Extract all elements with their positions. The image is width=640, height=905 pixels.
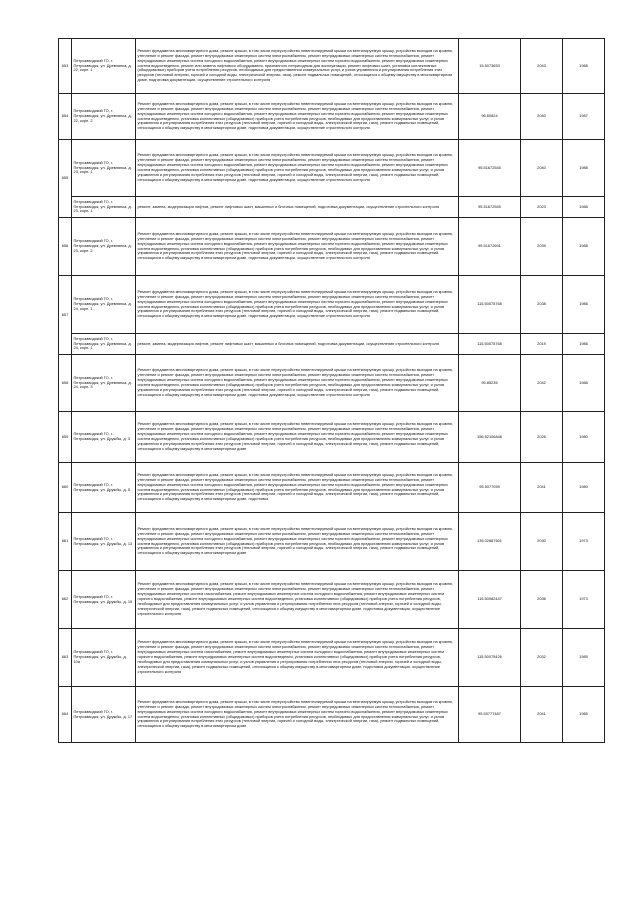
build-year-cell: 1988 <box>563 355 605 412</box>
works-description-cell: Ремонт фундамента многоквартирного дома, ремонт крыши, в том числе переустройство невентилируемой крыши на вентилируемую крышу, устройство выходов на кровлю, утепление и ремонт фасада, ремонт внутридомовых инженерных систем электроснабжения, ремонт внутридомовых инженерных систем теплоснабжения, ремонт внутридомовых инженерных систем холодного водоснабжения, ремонт внутридомовых инженерных систем горячего водоснабжения, ремонт внутридомовых инженерных систем водоотведения, установка коллективных (общедомовых) приборов учета потребления ресурсов, необходимых для предоставления коммунальных услуг, и узлов управления и регулирования потребления этих ресурсов (тепловой энергии, горячей и холодной воды, электрической энергии, газа), ремонт подвальных помещений, относящихся к общему имуществу в многоквартирном доме, подготовка документации, осуществление строительного контроля <box>136 140 459 197</box>
works-description-cell: Ремонт фундамента многоквартирного дома, ремонт крыши, в том числе переустройство невентилируемой крыши на вентилируемую крышу, устройство выходов на кровлю, утепление и ремонт фасада, ремонт внутридомовых инженерных систем электроснабжения, ремонт внутридомовых инженерных систем теплоснабжения, ремонт внутридомовых инженерных систем холодного водоснабжения, ремонт внутридомовых инженерных систем горячего водоснабжения, ремонт внутридомовых инженерных систем водоотведения, установка коллективных (общедомовых) приборов учета потребления ресурсов, необходимых для предоставления коммунальных услуг, и узлов управления и регулирования потребления этих ресурсов (тепловой энергии, горячей и холодной воды, электрической энергии, газа), ремонт подвальных помещений, относящихся к общему имуществу в многоквартирном доме, подготовка документации, осуществление строительного контроля <box>136 276 459 334</box>
build-year-cell: 1988 <box>563 218 605 276</box>
address-cell: Петрозаводский ГО, г. Петрозаводск, ул. Дружбы, д. 3 <box>72 412 136 463</box>
cost-cell: 95.85235 <box>459 355 521 412</box>
planned-year-cell: 2041 <box>521 463 563 513</box>
address-cell: Петрозаводский ГО, г. Петрозаводск, ул. Древлянка, д. 23, корп. 1 <box>72 197 136 218</box>
table-row <box>59 94 605 140</box>
build-year-cell: 1973 <box>563 513 605 571</box>
row-number-cell: 654 <box>59 94 72 140</box>
works-description-cell: Ремонт фундамента многоквартирного дома, ремонт крыши, в том числе переустройство невентилируемой крыши на вентилируемую крышу, устройство выходов на кровлю, утепление и ремонт фасада, ремонт внутридомовых инженерных систем электроснабжения, ремонт внутридомовых инженерных систем теплоснабжения, ремонт внутридомовых инженерных систем холодного водоснабжения, ремонт внутридомовых инженерных систем горячего водоснабжения, ремонт внутридомовых инженерных систем водоотведения, установка коллективных (общедомовых) приборов учета потребления ресурсов, необходимых для предоставления коммунальных услуг, и узлов управления и регулирования потребления этих ресурсов (тепловой энергии, горячей и холодной воды, электрической энергии, газа), ремонт подвальных помещений, относящихся к общему имуществу в многоквартирном доме <box>136 412 459 463</box>
address-cell: Петрозаводский ГО, г. Петрозаводск, ул. Дружбы, д. 13 <box>72 513 136 571</box>
table-row <box>59 334 605 355</box>
table-row <box>59 39 605 94</box>
build-year-cell: 1986 <box>563 276 605 334</box>
cost-cell: 95.50777487 <box>459 687 521 743</box>
build-year-cell: 1973 <box>563 571 605 629</box>
table-row <box>59 513 605 571</box>
cost-cell: 95.51672545 <box>459 140 521 197</box>
table-row <box>59 412 605 463</box>
planned-year-cell: 2041 <box>521 687 563 743</box>
address-cell: Петрозаводский ГО, г. Петрозаводск, ул. Древлянка, д. 23, корп. 1 <box>72 140 136 197</box>
table-row <box>59 463 605 513</box>
planned-year-cell: 2039 <box>521 218 563 276</box>
build-year-cell: 1985 <box>563 687 605 743</box>
row-number-cell: 661 <box>59 513 72 571</box>
row-number-cell: 662 <box>59 571 72 629</box>
address-cell: Петрозаводский ГО, г. Петрозаводск, ул. Древлянка, д. 24, корп. 3 <box>72 355 136 412</box>
planned-year-cell: 2023 <box>521 197 563 218</box>
build-year-cell: 1987 <box>563 94 605 140</box>
works-description-cell: Ремонт фундамента многоквартирного дома, ремонт крыши, в том числе переустройство невентилируемой крыши на вентилируемую крышу, устройство выходов на кровлю, утепление и ремонт фасада, ремонт внутридомовых инженерных систем электроснабжения, ремонт внутридомовых инженерных систем теплоснабжения, ремонт внутридомовых инженерных систем холодного водоснабжения, ремонт внутридомовых инженерных систем горячего водоснабжения, ремонт внутридомовых инженерных систем водоотведения, установка коллективных (общедомовых) приборов учета потребления ресурсов, необходимых для предоставления коммунальных услуг, и узлов управления и регулирования потребления этих ресурсов (тепловой энергии, горячей и холодной воды, электрической энергии, газа), ремонт подвальных помещений, относящихся к общему имуществу в многоквартирном доме, подготовка документации, осуществление строительного контроля <box>136 355 459 412</box>
table-row <box>59 571 605 629</box>
row-number-cell: 663 <box>59 629 72 687</box>
planned-year-cell: 2026 <box>521 412 563 463</box>
address-cell: Петрозаводский ГО, г. Петрозаводск, ул. Древлянка, д. 24, корп. 1 <box>72 334 136 355</box>
works-description-cell: Ремонт фундамента многоквартирного дома, ремонт крыши, в том числе переустройство невентилируемой крыши на вентилируемую крышу, устройство выходов на кровлю, утепление и ремонт фасада, ремонт внутридомовых инженерных систем электроснабжения, ремонт внутридомовых инженерных систем теплоснабжения, ремонт внутридомовых инженерных систем холодного водоснабжения, ремонт внутридомовых инженерных систем горячего водоснабжения, ремонт внутридомовых инженерных систем водоотведения, установка коллективных (общедомовых) приборов учета потребления ресурсов, необходимых для предоставления коммунальных услуг, и узлов управления и регулирования потребления этих ресурсов (тепловой энергии, горячей и холодной воды, электрической энергии, газа), ремонт подвальных помещений, относящихся к общему имуществу в многоквартирном доме, подготовка <box>136 463 459 513</box>
planned-year-cell: 2040 <box>521 94 563 140</box>
row-number-cell: 656 <box>59 218 72 276</box>
row-number-cell: 660 <box>59 463 72 513</box>
cost-cell: 115.50082447 <box>459 571 521 629</box>
table-row <box>59 355 605 412</box>
works-description-cell: Ремонт фундамента многоквартирного дома, ремонт крыши, в том числе переустройство невентилируемой крыши на вентилируемую крышу, устройство выходов на кровлю, утепление и ремонт фасада, ремонт внутридомовых инженерных систем электроснабжения, ремонт внутридомовых инженерных систем теплоснабжения, ремонт внутридомовых инженерных систем газоснабжения, ремонт внутридомовых инженерных систем холодного водоснабжения, ремонт внутридомовых инженерных систем горячего водоснабжения, ремонт внутридомовых инженерных систем водоотведения, установка коллективных (общедомовых) приборов учета потребления ресурсов, необходимых для предоставления коммунальных услуг, и узлов управления и регулирования потребления этих ресурсов (тепловой энергии, горячей и холодной воды, электрической энергии, газа), ремонт подвальных помещений, относящихся к общему имуществу в многоквартирном доме, подготовка документации, осуществление строительного контроля <box>136 571 459 629</box>
table-row <box>59 140 605 197</box>
build-year-cell: 1988 <box>563 140 605 197</box>
works-description-cell: Ремонт фундамента многоквартирного дома, ремонт крыши, в том числе переустройство невентилируемой крыши на вентилируемую крышу, устройство выходов на кровлю, утепление и ремонт фасада, ремонт внутридомовых инженерных систем электроснабжения, ремонт внутридомовых инженерных систем теплоснабжения, ремонт внутридомовых инженерных систем холодного водоснабжения, ремонт внутридомовых инженерных систем горячего водоснабжения, ремонт внутридомовых инженерных систем водоотведения, установка коллективных (общедомовых) приборов учета потребления ресурсов, необходимых для предоставления коммунальных услуг, и узлов управления и регулирования потребления этих ресурсов (тепловой энергии, горячей и холодной воды, электрической энергии, газа), ремонт подвальных помещений, относящихся к общему имуществу в многоквартирном доме, подготовка документации, осуществление строительного контроля <box>136 218 459 276</box>
build-year-cell: 1980 <box>563 412 605 463</box>
address-cell: Петрозаводский ГО, г. Петрозаводск, ул. Дружбы, д. 17 <box>72 687 136 743</box>
row-number-cell: 657 <box>59 276 72 355</box>
planned-year-cell: 2019 <box>521 334 563 355</box>
address-cell: Петрозаводский ГО, г. Петрозаводск, ул. Древлянка, д. 22, корп. 1 <box>72 39 136 94</box>
works-description-cell: Ремонт фундамента многоквартирного дома, ремонт крыши, в том числе переустройство невентилируемой крыши на вентилируемую крышу, устройство выходов на кровлю, утепление и ремонт фасада, ремонт внутридомовых инженерных систем электроснабжения, ремонт внутридомовых инженерных систем теплоснабжения, ремонт внутридомовых инженерных систем холодного водоснабжения, ремонт внутридомовых инженерных систем горячего водоснабжения, ремонт внутридомовых инженерных систем водоотведения, установка коллективных (общедомовых) приборов учета потребления ресурсов, необходимых для предоставления коммунальных услуг, и узлов управления и регулирования потребления этих ресурсов (тепловой энергии, горячей и холодной воды, электрической энергии, газа), ремонт подвальных помещений, относящихся к общему имуществу в многоквартирном доме <box>136 513 459 571</box>
table-row <box>59 197 605 218</box>
address-cell: Петрозаводский ГО, г. Петрозаводск, ул. Древлянка, д. 23, корп. 2 <box>72 218 136 276</box>
cost-cell: 156.52106846 <box>459 412 521 463</box>
table-row <box>59 218 605 276</box>
table-row <box>59 629 605 687</box>
planned-year-cell: 2040 <box>521 140 563 197</box>
build-year-cell: 1986 <box>563 334 605 355</box>
works-description-cell: Ремонт фундамента многоквартирного дома, ремонт крыши, в том числе переустройство невентилируемой крыши на вентилируемую крышу, устройство выходов на кровлю, утепление и ремонт фасада, ремонт внутридомовых инженерных систем электроснабжения, ремонт внутридомовых инженерных систем теплоснабжения, ремонт внутридомовых инженерных систем газоснабжения, ремонт внутридомовых инженерных систем холодного водоснабжения, ремонт внутридомовых инженерных систем горячего водоснабжения, ремонт внутридомовых инженерных систем водоотведения, установка коллективных (общедомовых) приборов учета потребления ресурсов, необходимых для предоставления коммунальных услуг, и узлов управления и регулирования потребления этих ресурсов (тепловой энергии, горячей и холодной воды, электрической энергии, газа), ремонт подвальных помещений, относящихся к общему имуществу в многоквартирном доме, подготовка документации, осуществление строительного контроля <box>136 629 459 687</box>
works-description-cell: Ремонт фундамента многоквартирного дома, ремонт крыши, в том числе переустройство невентилируемой крыши на вентилируемую крышу, устройство выходов на кровлю, утепление и ремонт фасада, ремонт внутридомовых инженерных систем электроснабжения, ремонт внутридомовых инженерных систем теплоснабжения, ремонт внутридомовых инженерных систем холодного водоснабжения, ремонт внутридомовых инженерных систем горячего водоснабжения, ремонт внутридомовых инженерных систем водоотведения, ремонт или замена лифтового оборудования, признанного непригодным для эксплуатации, ремонт лифтовых шахт, установка коллективных (общедомовых) приборов учета потребления ресурсов, необходимых для предоставления коммунальных услуг, и узлов управления и регулирования потребления этих ресурсов (тепловой энергии, горячей и холодной воды, электрической энергии, газа), ремонт подвальных помещений, относящихся к общему имуществу в многоквартирном доме, подготовка документации, осуществление строительного контроля <box>136 39 459 94</box>
cost-cell: 135.02687601 <box>459 513 521 571</box>
cost-cell: 115.50075768 <box>459 334 521 355</box>
row-number-cell: 658 <box>59 355 72 412</box>
planned-year-cell: 2038 <box>521 276 563 334</box>
row-number-cell: 653 <box>59 39 72 94</box>
works-description-cell: ремонт, замена, модернизация лифтов, ремонт лифтовых шахт, машинных и блочных помещений, подготовка документации, осуществление строительного контроля <box>136 197 459 218</box>
row-number-cell: 659 <box>59 412 72 463</box>
build-year-cell: 1988 <box>563 197 605 218</box>
address-cell: Петрозаводский ГО, г. Петрозаводск, ул. Дружбы, д. 10а <box>72 629 136 687</box>
row-number-cell: 664 <box>59 687 72 743</box>
planned-year-cell: 2042 <box>521 355 563 412</box>
cost-cell: 95.51672691 <box>459 218 521 276</box>
address-cell: Петрозаводский ГО, г. Петрозаводск, ул. Древлянка, д. 24, корп. 1 <box>72 276 136 334</box>
works-description-cell: Ремонт фундамента многоквартирного дома, ремонт крыши, в том числе переустройство невентилируемой крыши на вентилируемую крышу, устройство выходов на кровлю, утепление и ремонт фасада, ремонт внутридомовых инженерных систем электроснабжения, ремонт внутридомовых инженерных систем теплоснабжения, ремонт внутридомовых инженерных систем холодного водоснабжения, ремонт внутридомовых инженерных систем горячего водоснабжения, ремонт внутридомовых инженерных систем водоотведения, установка коллективных (общедомовых) приборов учета потребления ресурсов, необходимых для предоставления коммунальных услуг, и узлов управления и регулирования потребления этих ресурсов (тепловой энергии, горячей и холодной воды, электрической энергии, газа), ремонт подвальных помещений, относящихся к общему имуществу в многоквартирном доме <box>136 687 459 743</box>
planned-year-cell: 2032 <box>521 629 563 687</box>
build-year-cell: 1980 <box>563 463 605 513</box>
works-description-cell: ремонт, замена, модернизация лифтов, ремонт лифтовых шахт, машинных и блочных помещений, подготовка документации, осуществление строительного контроля <box>136 334 459 355</box>
table-row <box>59 687 605 743</box>
cost-cell: 95.5077059 <box>459 463 521 513</box>
table-body <box>59 39 605 743</box>
cost-cell: 96.60824 <box>459 94 521 140</box>
cost-cell: 115.50075768 <box>459 276 521 334</box>
cost-cell: 15.5073653 <box>459 39 521 94</box>
table-row <box>59 276 605 334</box>
planned-year-cell: 2036 <box>521 571 563 629</box>
address-cell: Петрозаводский ГО, г. Петрозаводск, ул. Дружбы, д. 5 <box>72 463 136 513</box>
address-cell: Петрозаводский ГО, г. Петрозаводск, ул. Древлянка, д. 22, корп. 2 <box>72 94 136 140</box>
planned-year-cell: 2030 <box>521 513 563 571</box>
planned-year-cell: 2043 <box>521 39 563 94</box>
cost-cell: 115.50075426 <box>459 629 521 687</box>
build-year-cell: 1985 <box>563 629 605 687</box>
works-description-cell: Ремонт фундамента многоквартирного дома, ремонт крыши, в том числе переустройство невентилируемой крыши на вентилируемую крышу, устройство выходов на кровлю, утепление и ремонт фасада, ремонт внутридомовых инженерных систем электроснабжения, ремонт внутридомовых инженерных систем теплоснабжения, ремонт внутридомовых инженерных систем холодного водоснабжения, ремонт внутридомовых инженерных систем горячего водоснабжения, ремонт внутридомовых инженерных систем водоотведения, установка коллективных (общедомовых) приборов учета потребления ресурсов, необходимых для предоставления коммунальных услуг, и узлов управления и регулирования потребления этих ресурсов (тепловой энергии, горячей и холодной воды, электрической энергии, газа), ремонт подвальных помещений, относящихся к общему имуществу в многоквартирном доме, подготовка документации, осуществление строительного контроля <box>136 94 459 140</box>
cost-cell: 95.51672545 <box>459 197 521 218</box>
build-year-cell: 1988 <box>563 39 605 94</box>
capital-repair-register-table <box>58 38 605 743</box>
row-number-cell: 655 <box>59 140 72 218</box>
address-cell: Петрозаводский ГО, г. Петрозаводск, ул. Дружбы, д. 15 <box>72 571 136 629</box>
